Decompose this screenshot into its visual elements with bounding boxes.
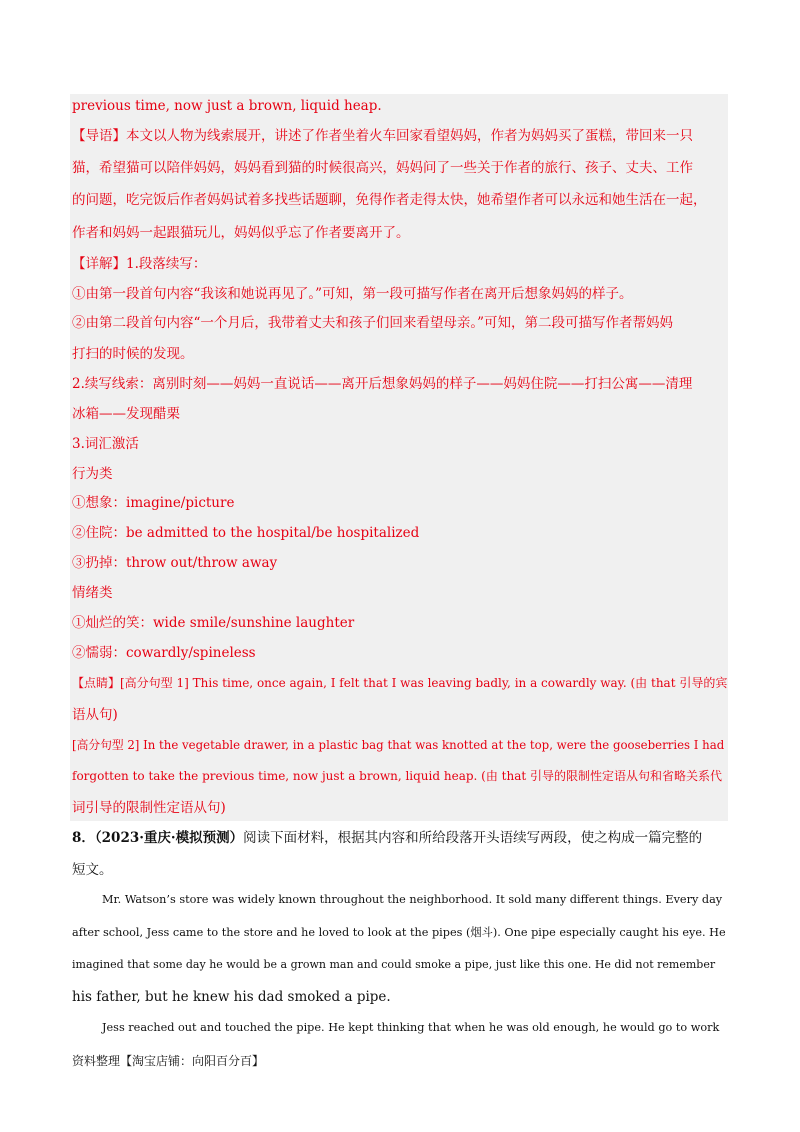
- paragraph-hint-2: ②由第二段首句内容“一个月后，我带着丈夫和孩子们回来看望母亲。”可知，第二段可描写作者帮妈妈: [72, 315, 674, 331]
- footer-text: 资料整理【淘宝店铺：向阳百分百】: [72, 1054, 265, 1068]
- vocab-item: ②懦弱：cowardly/spineless: [72, 645, 256, 661]
- dianjing-line: 【点睛】[高分句型 1] This time, once again, I felt that I was leaving badly, in a cowardly way. (由 that 引导的宾: [72, 676, 728, 690]
- vocab-heading: 3.词汇激活: [72, 436, 139, 452]
- vocab-item: ①灿烂的笑：wide smile/sunshine laughter: [72, 615, 355, 631]
- passage-line: after school, Jess came to the store and he loved to look at the pipes (烟斗). One pipe especially caught his eye. He: [72, 926, 726, 939]
- vocab-item: ①想象：imagine/picture: [72, 495, 235, 511]
- xiangjie-heading: 【详解】1.段落续写：: [72, 256, 207, 272]
- daoyu-line: 猫，希望猫可以陪伴妈妈，妈妈看到猫的时候很高兴，妈妈问了一些关于作者的旅行、孩子、丈夫、工作: [72, 160, 693, 176]
- daoyu-line: 的问题，吃完饭后作者妈妈试着多找些话题聊，免得作者走得太快，她希望作者可以永远和她生活在一起，: [72, 192, 707, 208]
- dianjing-line: 词引导的限制性定语从句): [72, 800, 226, 816]
- category-label: 情绪类: [72, 585, 113, 601]
- passage-line: Jess reached out and touched the pipe. He kept thinking that when he was old enough, he would go to work: [102, 1021, 720, 1034]
- vocab-item: ③扔掉：throw out/throw away: [72, 555, 278, 571]
- daoyu-line: 作者和妈妈一起跟猫玩儿，妈妈似乎忘了作者要离开了。: [72, 225, 410, 241]
- question-source: （2023·重庆·模拟预测）: [94, 830, 244, 846]
- dianjing-line: [高分句型 2] In the vegetable drawer, in a plastic bag that was knotted at the top, were the gooseberries I had: [72, 738, 725, 752]
- answer-line: previous time, now just a brown, liquid heap.: [72, 98, 382, 114]
- question-8-header: [72, 829, 702, 847]
- question-instruction-cont: 短文。: [72, 862, 113, 878]
- daoyu-line: 【导语】本文以人物为线索展开，讲述了作者坐着火车回家看望妈妈，作者为妈妈买了蛋糕，带回来一只: [72, 128, 693, 144]
- category-label: 行为类: [72, 466, 113, 482]
- passage-line: his father, but he knew his dad smoked a pipe.: [72, 989, 391, 1005]
- vocab-item: ②住院：be admitted to the hospital/be hospitalized: [72, 525, 420, 541]
- question-number: 8．: [72, 830, 95, 846]
- question-instruction: 阅读下面材料，根据其内容和所给段落开头语续写两段，使之构成一篇完整的: [243, 830, 703, 846]
- clue-line: 2.续写线索：离别时刻——妈妈一直说话——离开后想象妈妈的样子——妈妈住院——打扫公寓——清理: [72, 376, 693, 392]
- passage-line: Mr. Watson’s store was widely known throughout the neighborhood. It sold many different things. Every day: [102, 893, 723, 906]
- paragraph-hint-1: ①由第一段首句内容“我该和她说再见了。”可知，第一段可描写作者在离开后想象妈妈的样子。: [72, 286, 633, 302]
- dianjing-line: 语从句): [72, 707, 118, 723]
- passage-line: imagined that some day he would be a grown man and could smoke a pipe, just like this one. He did not remember: [72, 958, 716, 971]
- dianjing-line: forgotten to take the previous time, now just a brown, liquid heap. (由 that 引导的限制性定语从句和省略关系代: [72, 769, 722, 783]
- paragraph-hint-2-cont: 打扫的时候的发现。: [72, 346, 194, 362]
- clue-line-cont: 冰箱——发现醋栗: [72, 406, 180, 422]
